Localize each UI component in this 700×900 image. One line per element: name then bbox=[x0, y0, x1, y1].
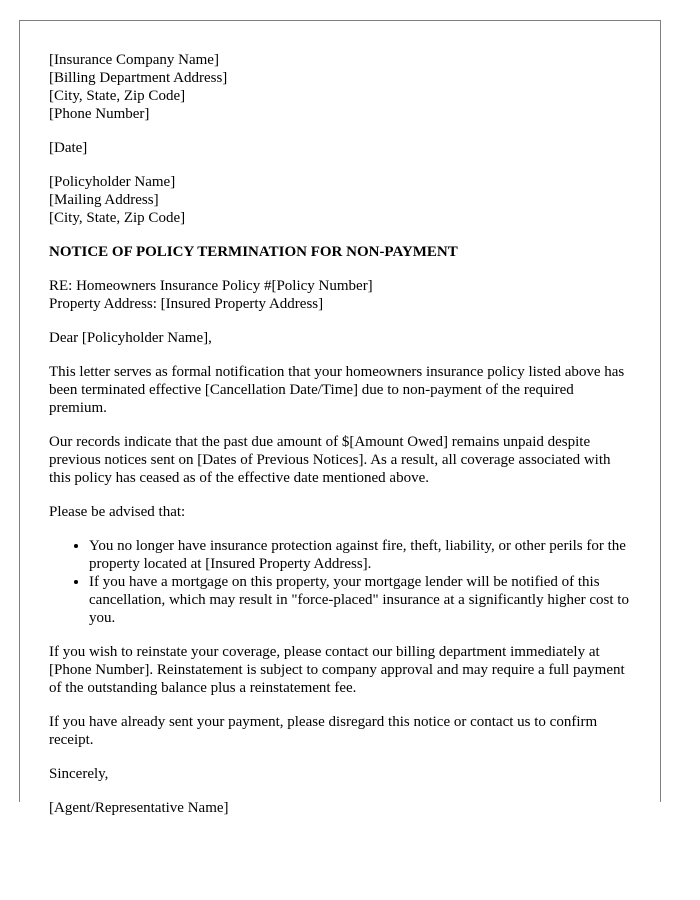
letter-body bbox=[20, 21, 660, 817]
recipient-city-state-zip: [City, State, Zip Code] bbox=[49, 210, 186, 226]
recipient-block bbox=[49, 173, 631, 227]
re-block bbox=[49, 277, 631, 313]
salutation: Dear [Policyholder Name], bbox=[49, 330, 212, 346]
notice-heading: NOTICE OF POLICY TERMINATION FOR NON-PAYMENT bbox=[49, 244, 458, 260]
paragraph-already-paid: If you have already sent your payment, please disregard this notice or contact us to confirm receipt. bbox=[49, 714, 598, 748]
list-item: • You no longer have insurance protection against fire, theft, liability, or other perils for the property located at [Insured Property Address]. bbox=[89, 537, 631, 573]
letter-date: [Date] bbox=[49, 140, 88, 156]
paragraph-reinstate: If you wish to reinstate your coverage, please contact our billing department immediately at [Phone Number]. Reinstatement is subject to company approval and may require a full payment of the outstanding balance plus a reinstatement fee. bbox=[49, 644, 625, 696]
letter-page bbox=[19, 20, 661, 816]
signature-name: [Agent/Representative Name] bbox=[49, 800, 229, 816]
list-item: • If you have a mortgage on this property, your mortgage lender will be notified of this cancellation, which may result in "force-placed" insurance at a significantly higher cost to you. bbox=[89, 573, 631, 627]
recipient-name: [Policyholder Name] bbox=[49, 174, 176, 190]
sender-city-state-zip: [City, State, Zip Code] bbox=[49, 88, 186, 104]
re-property-line: Property Address: [Insured Property Address] bbox=[49, 296, 324, 312]
sender-address: [Billing Department Address] bbox=[49, 70, 228, 86]
paragraph-intro: This letter serves as formal notification that your homeowners insurance policy listed above has been terminated effective [Cancellation Date/Time] due to non-payment of the required premium. bbox=[49, 364, 625, 416]
sender-phone: [Phone Number] bbox=[49, 106, 150, 122]
advisory-list bbox=[49, 537, 631, 627]
paragraph-advised: Please be advised that: bbox=[49, 504, 186, 520]
closing: Sincerely, bbox=[49, 766, 109, 782]
sender-company-name: [Insurance Company Name] bbox=[49, 52, 219, 68]
recipient-address: [Mailing Address] bbox=[49, 192, 159, 208]
sender-block bbox=[49, 51, 631, 123]
paragraph-records: Our records indicate that the past due amount of $[Amount Owed] remains unpaid despite previous notices sent on [Dates of Previous Notices]. As a result, all coverage associated with this policy has ceased as of the effective date mentioned above. bbox=[49, 434, 611, 486]
re-policy-line: RE: Homeowners Insurance Policy #[Policy Number] bbox=[49, 278, 373, 294]
